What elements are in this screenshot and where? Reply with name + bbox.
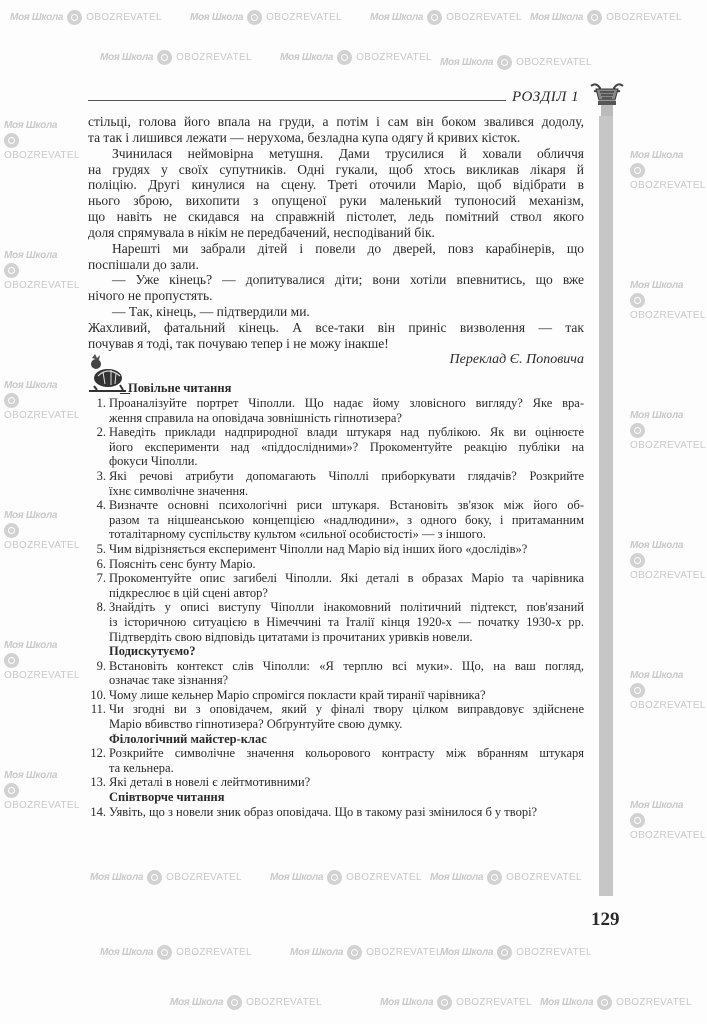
watermark-logo-icon <box>347 945 362 960</box>
watermark <box>290 945 442 960</box>
watermark-brand-text: OBOZREVATEL <box>356 52 432 63</box>
text-line: доля спрямувала в нікім не передбачений, несподіваний бік. <box>88 224 435 240</box>
section-title: РОЗДІЛ 1 <box>512 89 580 105</box>
question-number <box>80 440 109 455</box>
watermark-logo-icon <box>4 393 19 408</box>
question-number: 3. <box>96 468 106 483</box>
watermark <box>630 150 706 191</box>
watermark-school-text: Моя Школа <box>530 12 584 23</box>
text-line: Зчинилася неймовірна метушня. Дами трусилися й ховали обличчя <box>112 145 584 161</box>
watermark-school-text: Моя Школа <box>4 120 58 131</box>
question-number <box>80 513 109 528</box>
watermark-school-text: Моя Школа <box>630 410 684 421</box>
text-line: — Уже кінець? — допитувалися діти; вони хотіли впевнитись, що вже <box>112 272 584 288</box>
watermark-brand-text: OBOZREVATEL <box>456 997 532 1008</box>
question-line <box>80 527 584 542</box>
question-text: Чим відрізняється експеримент Чіполли над Маріо від інших його «дослідів»? <box>109 541 528 556</box>
text-line: нього зброю, вихопити з опущеної руки маленький тупоносий механізм, <box>88 193 584 209</box>
watermark-school-text: Моя Школа <box>630 280 684 291</box>
watermark-logo-icon <box>337 50 352 65</box>
question-line <box>80 600 584 615</box>
watermark-school-text: Моя Школа <box>100 52 154 63</box>
question-line <box>80 688 584 703</box>
question-line <box>80 630 584 645</box>
question-text: Поясніть сенс бунту Маріо. <box>109 556 256 571</box>
watermark-brand-text: OBOZREVATEL <box>4 280 80 291</box>
watermark-school-text: Моя Школа <box>540 997 594 1008</box>
question-section-heading <box>80 732 584 747</box>
question-text: Наведіть приклади надприродної влади штукаря над публікою. Як ви оцінюєте <box>109 425 584 440</box>
question-line <box>80 484 584 499</box>
watermark-brand-text: OBOZREVATEL <box>4 670 80 681</box>
watermark-logo-icon <box>587 10 602 25</box>
watermark-brand-text: OBOZREVATEL <box>246 997 322 1008</box>
watermark-school-text: Моя Школа <box>4 510 58 521</box>
watermark <box>90 870 242 885</box>
question-number: 13. <box>90 775 106 790</box>
watermark-brand-text: OBOZREVATEL <box>516 947 592 958</box>
watermark <box>270 870 422 885</box>
question-text: Встановіть контекст слів Чіполли: «Я терплю всі муки». Що, на ваш погляд, <box>109 658 584 673</box>
watermark <box>4 120 80 161</box>
question-text: їхнє символічне значення. <box>109 483 249 498</box>
question-number <box>80 673 109 688</box>
watermark-school-text: Моя Школа <box>280 52 334 63</box>
question-line <box>80 425 584 440</box>
question-text: ження справила на оповідача зовнішність гіпнотизера? <box>109 410 402 425</box>
question-number: 9. <box>96 658 106 673</box>
watermark <box>370 10 522 25</box>
question-number: 6. <box>96 556 106 571</box>
watermark-brand-text: OBOZREVATEL <box>346 872 422 883</box>
question-number <box>80 761 109 776</box>
question-number: 7. <box>96 571 106 586</box>
watermark-logo-icon <box>630 553 645 568</box>
turtle-icon <box>86 352 128 399</box>
question-text: Проаналізуйте портрет Чіполли. Що надає йому зловісного вигляду? Яке вра- <box>109 396 584 410</box>
watermark-brand-text: OBOZREVATEL <box>4 540 80 551</box>
question-section-heading <box>80 644 584 659</box>
watermark <box>630 540 706 581</box>
watermark-logo-icon <box>4 133 19 148</box>
watermark-brand-text: OBOZREVATEL <box>4 800 80 811</box>
watermark-school-text: Моя Школа <box>290 947 344 958</box>
text-line: Нарешті ми забрали дітей і повели до дверей, повз карабінерів, що <box>112 240 584 256</box>
watermark <box>170 995 322 1010</box>
watermark <box>440 55 592 70</box>
watermark <box>4 770 80 811</box>
watermark-logo-icon <box>327 870 342 885</box>
watermark-school-text: Моя Школа <box>430 872 484 883</box>
watermark-school-text: Моя Школа <box>630 800 684 811</box>
watermark-logo-icon <box>147 870 162 885</box>
watermark-logo-icon <box>4 783 19 798</box>
watermark-logo-icon <box>4 523 19 538</box>
watermark-brand-text: OBOZREVATEL <box>446 12 522 23</box>
question-number <box>80 454 109 469</box>
question-line <box>80 411 584 426</box>
watermark-brand-text: OBOZREVATEL <box>630 440 706 451</box>
watermark-school-text: Моя Школа <box>4 640 58 651</box>
question-text: Маріо вбивство гіпнотизера? Обґрунтуйте свою думку. <box>109 717 403 732</box>
question-line <box>80 717 584 732</box>
section-heading-text: Співтворче читання <box>109 790 225 805</box>
watermark <box>4 640 80 681</box>
question-number <box>80 717 109 732</box>
watermark-logo-icon <box>227 995 242 1010</box>
watermark-brand-text: OBOZREVATEL <box>366 947 442 958</box>
text-line: що навіть не скидався на справжній пістолет, ледь помітний ствол якого <box>88 209 584 225</box>
question-text: Знайдіть у описі виступу Чіполли інакомовний політичний підтекст, пов'язаний <box>109 600 584 615</box>
watermark-logo-icon <box>630 683 645 698</box>
watermark-brand-text: OBOZREVATEL <box>630 700 706 711</box>
watermark-logo-icon <box>4 653 19 668</box>
question-line <box>80 542 584 557</box>
watermark <box>4 510 80 551</box>
watermark <box>4 250 80 291</box>
watermark-brand-text: OBOZREVATEL <box>606 12 682 23</box>
watermark-school-text: Моя Школа <box>630 540 684 551</box>
question-line <box>80 513 584 528</box>
watermark <box>100 50 252 65</box>
question-text: Чому лише кельнер Маріо спромігся покласти край тиранії чарівника? <box>109 687 486 702</box>
watermark-logo-icon <box>247 10 262 25</box>
watermark <box>380 995 532 1010</box>
question-line <box>80 586 584 601</box>
question-line <box>80 396 584 411</box>
watermark <box>630 410 706 451</box>
watermark-logo-icon <box>630 293 645 308</box>
question-line <box>80 673 584 688</box>
watermark-brand-text: OBOZREVATEL <box>630 310 706 321</box>
question-text: Які речові атрибути допомагають Чіполлі приборкувати глядачів? Розкрийте <box>109 468 584 483</box>
watermark-brand-text: OBOZREVATEL <box>630 570 706 581</box>
question-number: 10. <box>90 687 106 702</box>
question-line <box>80 615 584 630</box>
watermark-logo-icon <box>157 50 172 65</box>
header-rule <box>88 100 506 101</box>
question-number <box>80 411 109 426</box>
question-number <box>80 615 109 630</box>
watermark-brand-text: OBOZREVATEL <box>176 947 252 958</box>
question-text: Чи згодні ви з оповідачем, який у фіналі твору цілком виправдовує здійснене <box>109 702 584 717</box>
text-line: на грудях у своїх супутників. Одні гукали, щоб хтось викликав лікаря й <box>88 161 584 177</box>
section-heading-text: Подискутуємо? <box>109 644 196 659</box>
text-line: почував я тоді, так почуваю тепер і не можу інакше! <box>88 335 389 351</box>
watermark-logo-icon <box>487 870 502 885</box>
slow-reading-heading: Повільне читання <box>128 381 232 395</box>
section-heading-text: Філологічний майстер-клас <box>109 731 267 746</box>
question-number <box>80 586 109 601</box>
question-text: його експерименти над «піддослідними»? Прокоментуйте реакцію публіки на <box>109 439 584 454</box>
watermark <box>630 670 706 711</box>
questions-list <box>80 396 584 819</box>
watermark-brand-text: OBOZREVATEL <box>4 150 80 161</box>
watermark-logo-icon <box>630 163 645 178</box>
question-text: фокуси Чіполли. <box>109 454 198 469</box>
watermark-school-text: Моя Школа <box>170 997 224 1008</box>
question-number: 11. <box>90 702 106 717</box>
question-line <box>80 746 584 761</box>
watermark-logo-icon <box>67 10 82 25</box>
question-line <box>80 702 584 717</box>
text-line: Жахливий, фатальний кінець. А все-таки він приніс визволення — так <box>88 319 584 335</box>
watermark <box>430 870 582 885</box>
watermark <box>4 380 80 421</box>
text-line: поліцію. Другі кинулися на сцену. Треті оточили Маріо, щоб відібрати в <box>88 177 584 193</box>
watermark-brand-text: OBOZREVATEL <box>86 12 162 23</box>
question-text: разом та ніцшеанською концепцією «надлюдини», з одного боку, і притаманним <box>109 512 584 527</box>
watermark-logo-icon <box>497 55 512 70</box>
question-number <box>80 484 109 499</box>
question-number <box>80 527 109 542</box>
question-text: із історичною ситуацією в Німеччині та Італії кінця 1920-х — початку 1930-х рр. <box>109 614 584 629</box>
question-number: 14. <box>90 804 106 819</box>
question-line <box>80 775 584 790</box>
watermark-brand-text: OBOZREVATEL <box>4 410 80 421</box>
question-number <box>80 630 109 645</box>
watermark <box>530 10 682 25</box>
watermark-brand-text: OBOZREVATEL <box>506 872 582 883</box>
question-text: Підтвердіть свою відповідь цитатами із прочитаних уривків новели. <box>109 629 473 644</box>
question-number: 8. <box>96 600 106 615</box>
watermark-school-text: Моя Школа <box>370 12 424 23</box>
question-number: 1. <box>96 396 106 410</box>
watermark <box>440 945 592 960</box>
watermark-school-text: Моя Школа <box>630 150 684 161</box>
text-line: поспішали до зали. <box>88 256 199 272</box>
watermark-school-text: Моя Школа <box>440 947 494 958</box>
watermark <box>540 995 692 1010</box>
question-number: 5. <box>96 541 106 556</box>
watermark <box>630 800 706 841</box>
watermark-school-text: Моя Школа <box>4 250 58 261</box>
watermark-school-text: Моя Школа <box>270 872 324 883</box>
watermark-school-text: Моя Школа <box>380 997 434 1008</box>
question-line <box>80 805 584 820</box>
question-section-heading <box>80 790 584 805</box>
watermark-brand-text: OBOZREVATEL <box>630 180 706 191</box>
watermark-school-text: Моя Школа <box>4 770 58 781</box>
question-text: Розкрийте символічне значення кольорового контрасту між вбранням штукаря <box>109 746 584 761</box>
watermark-brand-text: OBOZREVATEL <box>176 52 252 63</box>
text-line: — Так, кінець, — підтвердили ми. <box>112 304 310 320</box>
question-text: та кельнера. <box>109 760 174 775</box>
watermark-logo-icon <box>597 995 612 1010</box>
question-number: 2. <box>96 425 106 440</box>
question-number: 12. <box>90 746 106 761</box>
question-text: Які деталі в новелі є лейтмотивними? <box>109 775 311 790</box>
question-line <box>80 571 584 586</box>
watermark-brand-text: OBOZREVATEL <box>166 872 242 883</box>
watermark-logo-icon <box>427 10 442 25</box>
watermark-logo-icon <box>630 813 645 828</box>
watermark <box>10 10 162 25</box>
watermark-logo-icon <box>157 945 172 960</box>
question-text: Уявіть, що з новели зник образ оповідача. Що в такому разі змінилося б у творі? <box>109 804 538 819</box>
watermark-school-text: Моя Школа <box>90 872 144 883</box>
watermark <box>190 10 342 25</box>
watermark-school-text: Моя Школа <box>630 670 684 681</box>
watermark-logo-icon <box>630 423 645 438</box>
page-number: 129 <box>591 909 620 930</box>
text-line: та так і лишився лежати — нерухома, безладна купа одягу й кривих кісток. <box>88 129 521 145</box>
question-line <box>80 557 584 572</box>
watermark-school-text: Моя Школа <box>100 947 154 958</box>
page-side-bar <box>599 116 613 896</box>
text-line: стільці, голова його впала на груди, а потім і сам він боком звалився додолу, <box>88 114 584 129</box>
watermark-school-text: Моя Школа <box>10 12 64 23</box>
question-number: 4. <box>96 498 106 513</box>
watermark-logo-icon <box>4 263 19 278</box>
question-line <box>80 761 584 776</box>
watermark-school-text: Моя Школа <box>440 57 494 68</box>
watermark-school-text: Моя Школа <box>4 380 58 391</box>
translator-credit: Переклад Є. Поповича <box>449 352 584 367</box>
question-line <box>80 440 584 455</box>
watermark-logo-icon <box>497 945 512 960</box>
question-line <box>80 454 584 469</box>
watermark-brand-text: OBOZREVATEL <box>516 57 592 68</box>
question-line <box>80 469 584 484</box>
question-text: Визначте основні психологічні риси штукаря. Встановіть зв'язок між його об- <box>109 498 584 513</box>
watermark <box>100 945 252 960</box>
question-text: підкреслює в цій сцені автор? <box>109 585 268 600</box>
question-line <box>80 498 584 513</box>
story-text <box>88 114 584 352</box>
watermark <box>630 280 706 321</box>
question-text: тоталітарному суспільству культом «сильної особистості» — з іншого. <box>109 527 486 542</box>
question-text: Прокоментуйте опис загибелі Чіполли. Які деталі в образах Маріо та чарівника <box>109 571 584 586</box>
watermark-brand-text: OBOZREVATEL <box>630 830 706 841</box>
question-text: означає таке зізнання? <box>109 673 229 688</box>
question-line <box>80 659 584 674</box>
watermark <box>280 50 432 65</box>
text-line: нічого не пропустять. <box>88 288 213 304</box>
watermark-logo-icon <box>437 995 452 1010</box>
watermark-brand-text: OBOZREVATEL <box>616 997 692 1008</box>
watermark-school-text: Моя Школа <box>190 12 244 23</box>
watermark-brand-text: OBOZREVATEL <box>266 12 342 23</box>
